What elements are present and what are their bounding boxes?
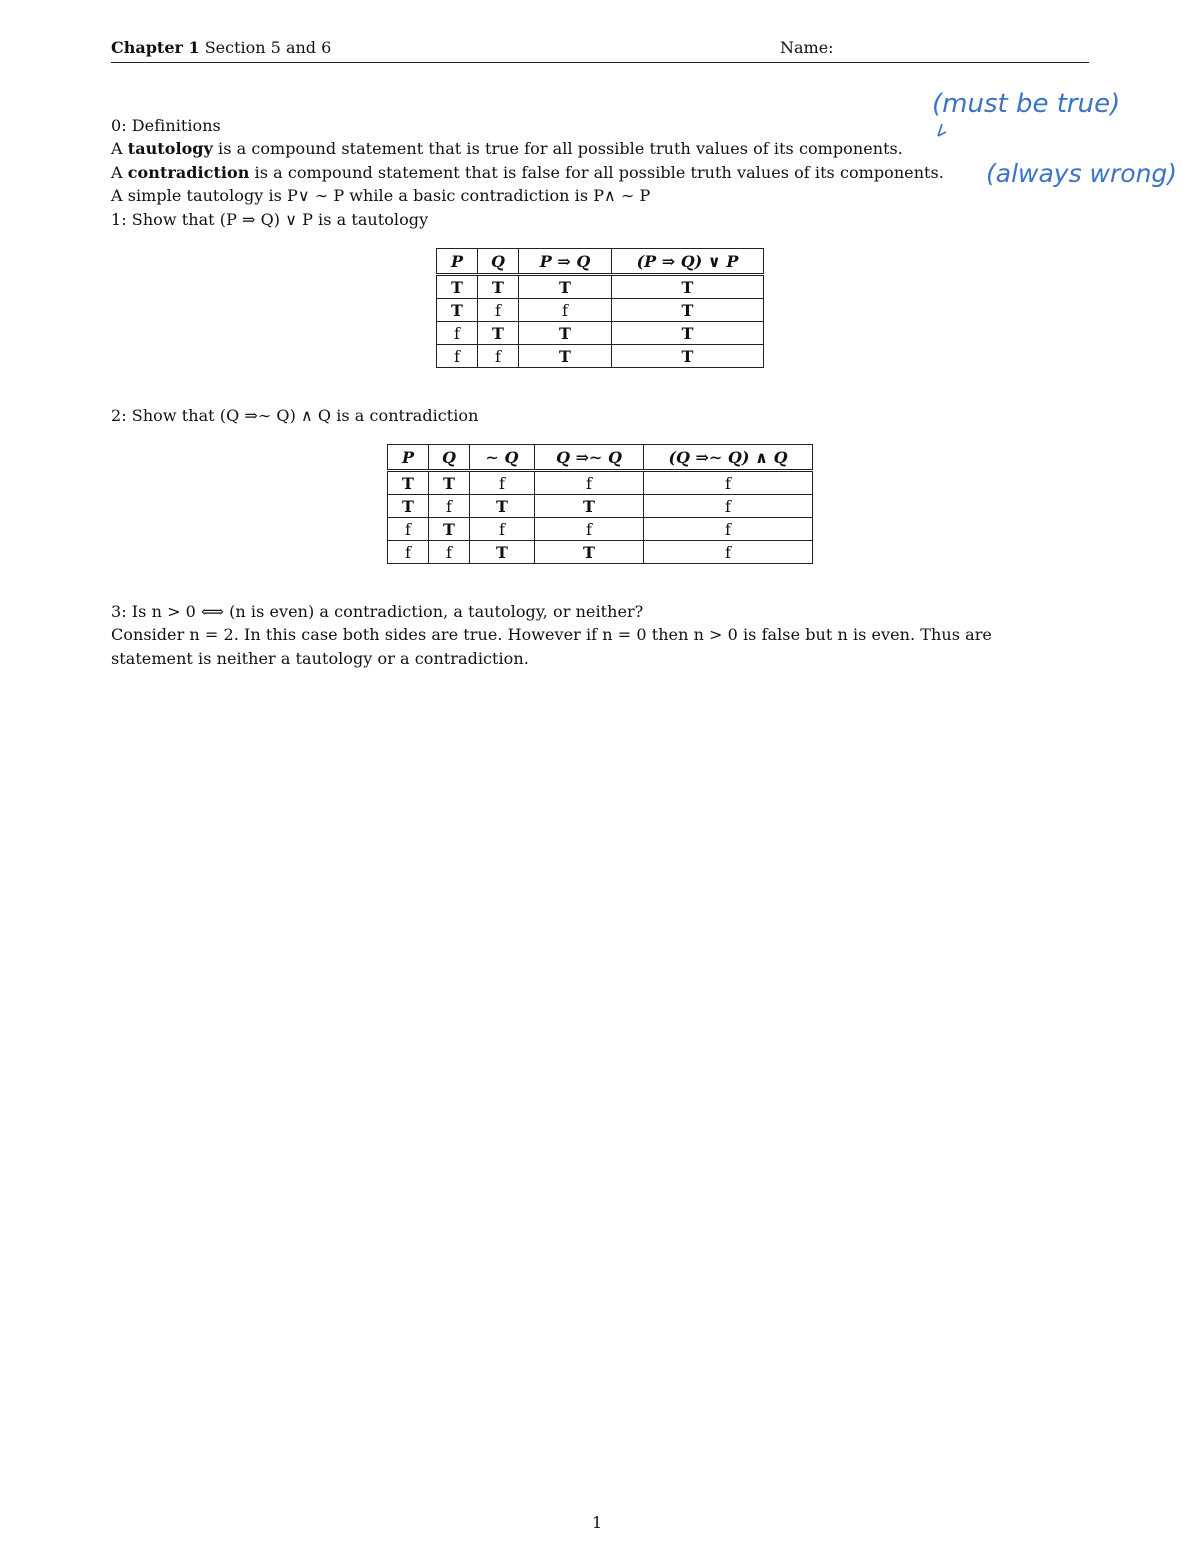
table-row — [437, 299, 764, 322]
table-row — [437, 322, 764, 345]
truth-table-1 — [436, 248, 764, 368]
table-row — [437, 345, 764, 368]
table-cell: f — [535, 471, 644, 495]
table-cell: f — [470, 518, 535, 541]
table-cell: T — [519, 275, 612, 299]
handwritten-note-always-wrong — [984, 152, 1198, 196]
table-row — [437, 275, 764, 299]
definitions-heading: 0: Definitions — [111, 116, 221, 135]
tautology-term: tautology — [127, 139, 213, 158]
question3-prompt: 3: Is n > 0 ⟺ (n is even) a contradiction, a tautology, or neither? — [111, 602, 644, 621]
table-row — [388, 541, 813, 564]
table-cell: f — [644, 471, 813, 495]
question3-answer-line1: Consider n = 2. In this case both sides are true. However if n = 0 then n > 0 is false but n is even. Thus are — [111, 625, 992, 644]
table-cell: T — [429, 518, 470, 541]
table-cell: T — [429, 471, 470, 495]
handwritten-note-text: (must be true) — [932, 89, 1121, 119]
table-cell: f — [388, 518, 429, 541]
simple-example: A simple tautology is P∨ ∼ P while a basic contradiction is P∧ ∼ P — [111, 186, 651, 205]
table-cell: f — [388, 541, 429, 564]
contradiction-definition: A contradiction is a compound statement that is false for all possible truth values of its components. — [111, 163, 944, 182]
table-cell: T — [470, 495, 535, 518]
table-cell: T — [437, 299, 478, 322]
table-header-cell: Q — [429, 445, 470, 471]
table-cell: T — [478, 322, 519, 345]
arrow-icon — [938, 124, 946, 136]
section-title: Section 5 and 6 — [204, 38, 332, 57]
table-row — [388, 518, 813, 541]
table-header-cell: Q — [478, 249, 519, 275]
page-number: 1 — [592, 1513, 603, 1532]
name-label: Name: — [780, 38, 834, 57]
table-header-cell: ∼ Q — [470, 445, 535, 471]
handwritten-note-text: (always wrong) — [986, 159, 1178, 188]
table-cell: f — [470, 471, 535, 495]
question2-prompt: 2: Show that (Q ⇒∼ Q) ∧ Q is a contradiction — [111, 406, 479, 425]
table-cell: T — [437, 275, 478, 299]
table-cell: f — [644, 541, 813, 564]
table-row — [388, 495, 813, 518]
table-row — [388, 471, 813, 495]
table-header-cell: P — [388, 445, 429, 471]
table-cell: f — [478, 299, 519, 322]
table-cell: T — [470, 541, 535, 564]
table-header-cell: (Q ⇒∼ Q) ∧ Q — [644, 445, 813, 471]
chapter-title: Chapter 1 — [111, 38, 200, 57]
table-cell: T — [478, 275, 519, 299]
table-header-cell: Q ⇒∼ Q — [535, 445, 644, 471]
table-cell: T — [535, 495, 644, 518]
table-cell: f — [644, 495, 813, 518]
table-cell: T — [612, 345, 764, 368]
tautology-definition: A tautology is a compound statement that is true for all possible truth values of its components. — [111, 139, 903, 158]
page-header — [111, 36, 1089, 63]
table-header-row — [388, 445, 813, 471]
table-cell: T — [388, 471, 429, 495]
table-cell: T — [519, 322, 612, 345]
table-cell: T — [535, 541, 644, 564]
table-cell: f — [535, 518, 644, 541]
table-cell: f — [429, 541, 470, 564]
table-cell: T — [519, 345, 612, 368]
table-cell: f — [644, 518, 813, 541]
table-cell: f — [429, 495, 470, 518]
question1-prompt: 1: Show that (P ⇒ Q) ∨ P is a tautology — [111, 210, 429, 229]
table-header-cell: (P ⇒ Q) ∨ P — [612, 249, 764, 275]
table-header-cell: P — [437, 249, 478, 275]
table-cell: f — [437, 322, 478, 345]
table-cell: T — [612, 275, 764, 299]
table-cell: f — [519, 299, 612, 322]
handwritten-note-must-be-true — [928, 84, 1168, 144]
table-cell: T — [612, 322, 764, 345]
table-header-cell: P ⇒ Q — [519, 249, 612, 275]
table-cell: f — [437, 345, 478, 368]
table-cell: f — [478, 345, 519, 368]
table-header-row — [437, 249, 764, 275]
truth-table-2 — [387, 444, 813, 564]
table-cell: T — [612, 299, 764, 322]
table-cell: T — [388, 495, 429, 518]
contradiction-term: contradiction — [127, 163, 250, 182]
question3-answer-line2: statement is neither a tautology or a contradiction. — [111, 649, 529, 668]
